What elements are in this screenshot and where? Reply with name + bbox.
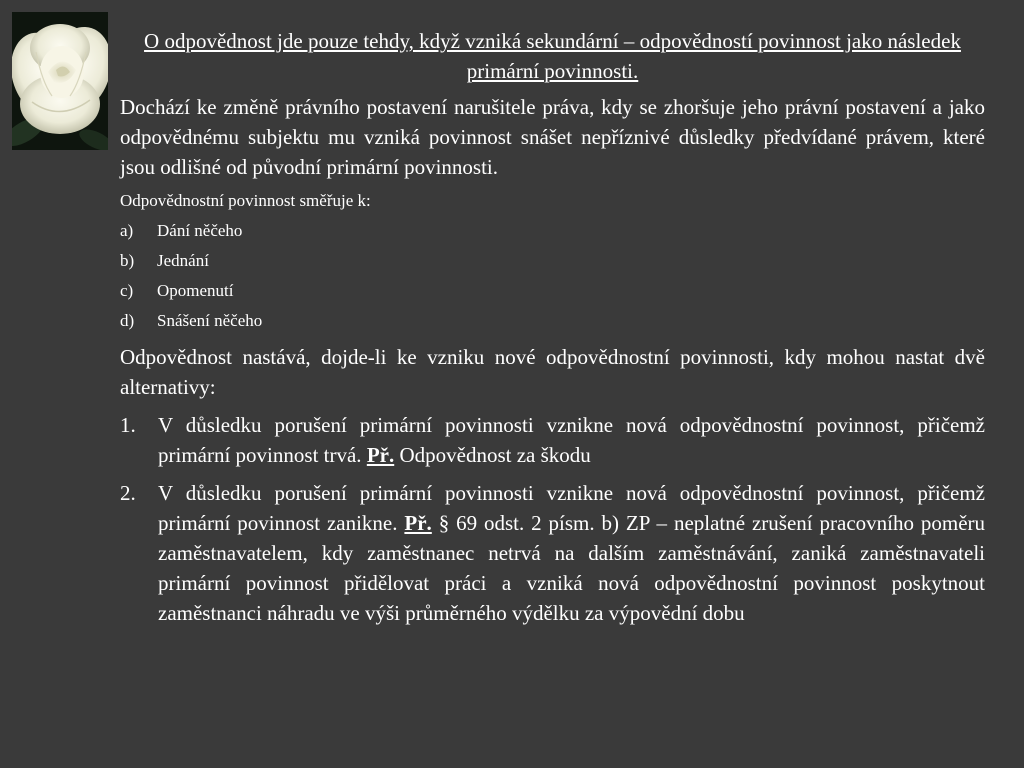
list-marker: a) [120, 221, 134, 240]
list-marker: 2. [120, 481, 136, 505]
list-item-text: Snášení něčeho [157, 311, 263, 330]
example-text: Odpovědnost za škodu [399, 443, 591, 467]
list-item-body [158, 478, 985, 628]
list-item [120, 280, 985, 302]
list-item [120, 410, 985, 470]
list-item [120, 310, 985, 332]
list-item-text: V důsledku porušení primární povinnosti vznikne nová odpovědnostní povinnost, přičemž primární povinnost trvá. [158, 413, 985, 467]
list-item [120, 478, 985, 628]
list-item [120, 250, 985, 272]
subheading: Odpovědnostní povinnost směřuje k: [120, 191, 371, 210]
numbered-list [120, 410, 985, 628]
example-text: § 69 odst. 2 písm. b) ZP – neplatné zrušení pracovního poměru zaměstnavatelem, kdy zaměstnanec netrvá na dalším zaměstnávání, zaniká zaměstnavateli primární povinnost přidělovat práci a vzniká nová odpovědnostní povinnost poskytnout zaměstnanci náhradu ve výši průměrného výdělku za výpovědní dobu [158, 511, 986, 625]
example-label: Př. [404, 511, 432, 535]
list-marker: c) [120, 281, 134, 300]
list-item-body [158, 410, 985, 470]
white-rose-photo [12, 12, 108, 150]
intro-paragraph: Dochází ke změně právního postavení narušitele práva, kdy se zhoršuje jeho právní postavení a jako odpovědnému subjektu mu vzniká povinnost snášet nepříznivé důsledky předvídané právem, které jsou odlišné od původní primární povinnosti. [120, 95, 985, 179]
list-item-text: Jednání [157, 251, 209, 270]
letter-list [120, 220, 985, 332]
list-item-text: V důsledku porušení primární povinnosti vznikne nová odpovědnostní povinnost, přičemž primární povinnost zanikne. [158, 481, 985, 535]
list-marker: 1. [120, 413, 136, 437]
alternatives-paragraph: Odpovědnost nastává, dojde-li ke vzniku nové odpovědnostní povinnosti, kdy mohou nastat dvě alternativy: [120, 345, 985, 399]
list-marker: d) [120, 311, 135, 330]
list-marker: b) [120, 251, 135, 270]
list-item-text: Dání něčeho [157, 221, 243, 240]
list-item [120, 220, 985, 242]
example-label: Př. [366, 443, 395, 467]
slide-heading: O odpovědnost jde pouze tehdy, když vzniká sekundární – odpovědností povinnost jako následek primární povinnosti. [144, 29, 961, 83]
slide-content [120, 26, 985, 636]
list-item-text: Opomenutí [157, 281, 234, 300]
rose-icon [12, 12, 108, 150]
